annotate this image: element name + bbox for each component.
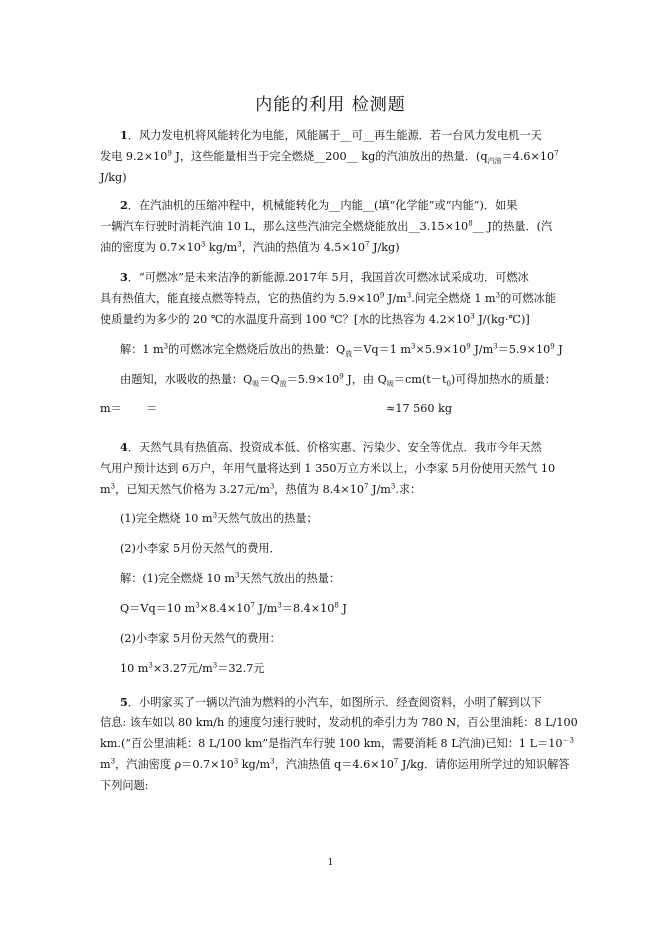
q3-solution-2: 由题知，水吸收的热量：$Q_吸=Q_放=5.9\times 10^9$ J，由 $Q_吸=cm(t-t_0)$可得加热水的质量： <box>120 372 556 389</box>
q3-line-2: 具有热值大，能直接点燃等特点，它的热值约为 $5.9\times 10^9$ $J/m^3$.问完全燃烧 1 $m^3$的可燃冰能 <box>100 291 557 305</box>
q4-part-1: (1)完全燃烧 10 $m^3$天然气放出的热量； <box>120 511 318 525</box>
page-number: 1 <box>327 858 334 868</box>
q5-line-4: $m^3$，汽油密度 $\rho=0.7\times 10^3$ $kg/m^3$，汽油热值 $q=4.6\times 10^7$ J/kg．请你运用所学过的知识解答 <box>100 757 570 771</box>
q5-line-3: km.(“百公里油耗：8 L/100 km”是指汽车行驶 100 km，需要消耗 8 L汽油)已知：1 $L=10^{-3}$ <box>100 736 574 750</box>
q2-line-2: 一辆汽车行驶时消耗汽油 10 L，那么这些汽油完全燃烧能放出$\_\_3.15\times 10^8\_\_$ J的热量．(汽 <box>100 219 553 233</box>
q1-answer-2: __200__ <box>314 150 358 163</box>
q3-line-1: 3．“可燃冰”是未来洁净的新能源.2017年 5月，我国首次可燃冰试采成功．可燃冰 <box>120 270 529 284</box>
q2-line-3: 油的密度为 $0.7\times 10^3$ $kg/m^3$，汽油的热值为 $4.5\times 10^7$ J/kg) <box>100 240 400 254</box>
q5-line-1: 5．小明家买了一辆以汽油为燃料的小汽车，如图所示．经查阅资料，小明了解到以下 <box>120 695 542 709</box>
q4-solution-1: 解：(1)完全燃烧 10 $m^3$天然气放出的热量： <box>120 571 341 585</box>
q1-answer-1: __可__ <box>340 129 374 142</box>
q4-line-1: 4．天然气具有热值高、投资成本低、价格实惠、污染少、安全等优点．我市今年天然 <box>120 440 542 454</box>
q2-answer-1: __内能__ <box>329 199 374 212</box>
q5-number: 5 <box>120 695 128 709</box>
page-title: 内能的利用 检测题 <box>255 95 406 115</box>
q1-number: 1 <box>120 128 128 142</box>
q1-line-2: 发电 $9.2\times 10^9$ J，这些能量相当于完全燃烧__200__ kg的汽油放出的热量．($q_{汽油}=4.6\times 10^7$ <box>100 149 559 166</box>
q2-answer-2: $\_\_3.15\times 10^8\_\_$ <box>408 219 484 233</box>
q3-solution-3-result: ≈17 560 kg <box>386 402 453 415</box>
q3-solution-3-eq: ＝ <box>146 402 158 415</box>
q4-solution-2: Q＝Vq＝10 $m^3\times 8.4\times 10^7$ $J/m^3=8.4\times 10^8$ J <box>120 601 347 615</box>
q4-solution-4: 10 $m^3\times 3.27$元$/m^3=32.7$元 <box>120 661 265 675</box>
q4-solution-3: (2)小李家 5月份天然气的费用： <box>120 632 281 645</box>
q2-line-1: 2．在汽油机的压缩冲程中，机械能转化为__内能__(填“化学能”或“内能”)．如果 <box>120 198 518 212</box>
q5-line-2: 信息: 该车如以 80 km/h 的速度匀速行驶时，发动机的牵引力为 780 N，百公里油耗：8 L/100 <box>100 716 578 729</box>
q4-number: 4 <box>120 440 128 454</box>
q3-number: 3 <box>120 270 128 284</box>
q5-line-5: 下列问题: <box>100 779 149 792</box>
q4-part-2: (2)小李家 5月份天然气的费用． <box>120 542 281 555</box>
q2-number: 2 <box>120 198 128 212</box>
q3-solution-1: 解：1 $m^3$的可燃冰完全燃烧后放出的热量：$Q_放=Vq=1$ $m^3\times 5.9\times 10^9$ $J/m^3=5.9\times 10^9$ J <box>120 342 563 359</box>
q4-line-3: $m^3$，已知天然气价格为 3.27元$/m^3$，热值为 $8.4\times 10^7$ $J/m^3$.求： <box>100 482 422 496</box>
q3-solution-3: m＝ <box>100 402 122 415</box>
q3-line-3: 使质量约为多少的 20 ℃的水温度升高到 100 ℃？[水的比热容为 $4.2\times 10^3$ J/(kg·℃)] <box>100 312 530 326</box>
q1-line-1: 1．风力发电机将风能转化为电能，风能属于__可__再生能源．若一台风力发电机一天 <box>120 128 542 142</box>
q1-line-3: J/kg) <box>100 171 127 184</box>
q4-line-2: 气用户预计达到 6万户，年用气量将达到 1 350万立方米以上，小李家 5月份使用天然气 10 <box>100 462 556 475</box>
